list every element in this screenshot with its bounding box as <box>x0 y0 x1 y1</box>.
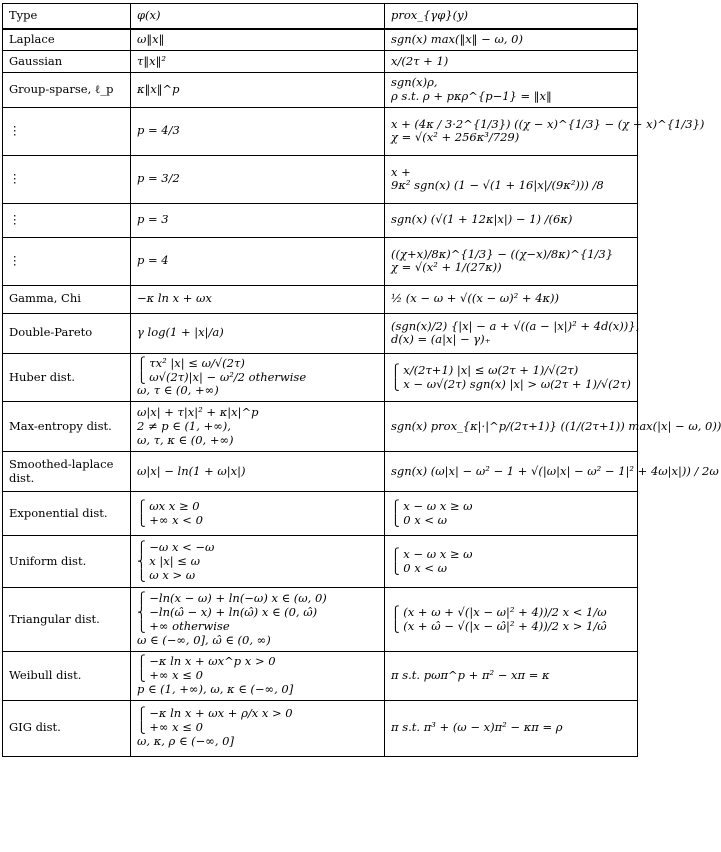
cell-phi <box>131 452 385 492</box>
table-row <box>3 700 638 756</box>
prox-line: π s.t. π³ + (ω − x)π² − κπ = ρ <box>391 720 563 735</box>
cell-type: Huber dist. <box>3 353 131 401</box>
phi-line: p ∈ (1, +∞), ω, κ ∈ (−∞, 0] <box>137 681 294 696</box>
cell-prox <box>385 536 638 588</box>
cell-phi <box>131 107 385 155</box>
header-phi: φ(x) <box>131 4 385 29</box>
phi-line: ⎩ +∞ x ≤ 0 <box>137 720 203 735</box>
cell-phi <box>131 588 385 652</box>
table-row <box>3 492 638 536</box>
phi-line: ω, τ, κ ∈ (0, +∞) <box>137 432 234 447</box>
phi-line: ω, κ, ρ ∈ (−∞, 0] <box>137 734 234 749</box>
cell-type: Triangular dist. <box>3 588 131 652</box>
phi-line: ω ∈ (−∞, 0], ω̂ ∈ (0, ∞) <box>137 632 271 647</box>
table-body <box>3 29 721 756</box>
cell-phi <box>131 237 385 285</box>
cell-prox <box>385 51 638 73</box>
cell-prox <box>385 155 638 203</box>
phi-line: κ‖x‖^p <box>137 82 180 97</box>
cell-type: ⋮ <box>3 203 131 237</box>
cell-type: Smoothed-laplace dist. <box>3 452 131 492</box>
header-prox: prox_{γφ}(y) <box>385 4 638 29</box>
phi-line: ⎧ τx² |x| ≤ ω/√(2τ) <box>137 355 245 370</box>
cell-type: ⋮ <box>3 107 131 155</box>
prox-line: ⎧ x/(2τ+1) |x| ≤ ω(2τ + 1)/√(2τ) <box>391 362 579 377</box>
phi-line: −κ ln x + ωx <box>137 291 212 306</box>
phi-line: ⎩ ω√(2τ)|x| − ω²/2 otherwise <box>137 369 307 384</box>
phi-line: ⎨ x |x| ≤ ω <box>137 553 200 568</box>
cell-phi <box>131 285 385 313</box>
prox-line: sgn(x)ρ, <box>391 75 438 90</box>
prox-line: ⎩ x − ω√(2τ) sgn(x) |x| > ω(2τ + 1)/√(2τ) <box>391 376 631 391</box>
phi-line: ⎧ −κ ln x + ωx^p x > 0 <box>137 654 276 669</box>
cell-type: Double-Pareto <box>3 313 131 353</box>
phi-line: p = 4/3 <box>137 123 180 138</box>
prox-line: sgn(x) max(‖x‖ − ω, 0) <box>391 32 523 47</box>
table-row <box>3 588 638 652</box>
prox-line: x + (4κ / 3·2^{1/3}) ((χ − x)^{1/3} − (χ + x)^{1/3}) <box>391 116 705 131</box>
cell-prox <box>385 29 638 51</box>
phi-line: ⎧ −κ ln x + ωx + ρ/x x > 0 <box>137 706 293 721</box>
cell-prox <box>385 73 638 108</box>
prox-line: π s.t. pωπ^p + π² − xπ = κ <box>391 668 550 683</box>
cell-phi <box>131 155 385 203</box>
cell-phi <box>131 203 385 237</box>
table-row <box>3 29 638 51</box>
phi-line: ⎧ ωx x ≥ 0 <box>137 498 200 513</box>
phi-line: 2 ≠ p ∈ (1, +∞), <box>137 418 231 433</box>
cell-type: Uniform dist. <box>3 536 131 588</box>
cell-type: ⋮ <box>3 237 131 285</box>
cell-type: Exponential dist. <box>3 492 131 536</box>
cell-type: Weibull dist. <box>3 652 131 700</box>
table-row <box>3 452 638 492</box>
prox-line: ⎩ (x + ω̂ − √(|x − ω̂|² + 4))/2 x > 1/ω̂ <box>391 618 607 633</box>
cell-phi <box>131 492 385 536</box>
cell-type: GIG dist. <box>3 700 131 756</box>
prox-line: sgn(x) (√(1 + 12κ|x|) − 1) /(6κ) <box>391 212 573 227</box>
prox-line: χ = √(x² + 256κ³/729) <box>391 130 520 145</box>
table-row <box>3 652 638 700</box>
prox-line: x/(2τ + 1) <box>391 53 449 68</box>
cell-type: Gamma, Chi <box>3 285 131 313</box>
prox-line: ⎧ x − ω x ≥ ω <box>391 546 473 561</box>
header-row <box>3 4 638 29</box>
cell-prox <box>385 353 638 401</box>
cell-type: ⋮ <box>3 155 131 203</box>
prox-line: sgn(x) (ω|x| − ω² − 1 + √(|ω|x| − ω² − 1|² + 4ω|x|)) / 2ω <box>391 463 719 478</box>
phi-line: ω‖x‖ <box>137 32 165 47</box>
phi-line: p = 3 <box>137 212 169 227</box>
phi-line: ⎩ +∞ x ≤ 0 <box>137 668 203 683</box>
phi-line: ω|x| − ln(1 + ω|x|) <box>137 463 246 478</box>
cell-prox <box>385 652 638 700</box>
cell-prox <box>385 588 638 652</box>
cell-prox <box>385 313 638 353</box>
prox-line: sgn(x) prox_{κ|·|^p/(2τ+1)} ((1/(2τ+1)) max(|x| − ω, 0)) <box>391 418 721 433</box>
phi-line: ω|x| + τ|x|² + κ|x|^p <box>137 405 259 420</box>
table-row <box>3 51 638 73</box>
prox-line: ⎧ x − ω x ≥ ω <box>391 498 473 513</box>
phi-line: ⎩ +∞ otherwise <box>137 618 230 633</box>
cell-phi <box>131 353 385 401</box>
phi-line: ⎧ −ω x < −ω <box>137 540 215 555</box>
prox-line: d(x) = (a|x| − γ)₊ <box>391 332 491 347</box>
cell-type: Max-entropy dist. <box>3 402 131 452</box>
prox-line: χ = √(x² + 1/(27κ)) <box>391 260 502 275</box>
table-row <box>3 353 638 401</box>
cell-type: Laplace <box>3 29 131 51</box>
table-row <box>3 237 638 285</box>
prox-line: ⎩ 0 x < ω <box>391 560 448 575</box>
cell-prox <box>385 107 705 155</box>
cell-phi <box>131 313 385 353</box>
phi-line: p = 4 <box>137 253 169 268</box>
phi-line: ⎩ ω x > ω <box>137 567 196 582</box>
table-row <box>3 73 638 108</box>
phi-line: γ log(1 + |x|/a) <box>137 325 224 340</box>
table-row <box>3 107 638 155</box>
cell-prox <box>385 452 719 492</box>
cell-prox <box>385 203 638 237</box>
cell-prox <box>385 237 638 285</box>
phi-line: ⎩ +∞ x < 0 <box>137 512 203 527</box>
prox-line: (sgn(x)/2) {|x| − a + √((a − |x|)² + 4d(x))}, <box>391 318 640 333</box>
prox-line: 9κ² sgn(x) (1 − √(1 + 16|x|/(9κ²))) /8 <box>391 178 604 193</box>
phi-line: p = 3/2 <box>137 171 180 186</box>
phi-line: ⎨ −ln(ω̂ − x) + ln(ω̂) x ∈ (0, ω̂) <box>137 604 318 619</box>
cell-phi <box>131 402 385 452</box>
cell-type: Gaussian <box>3 51 131 73</box>
phi-line: τ‖x‖² <box>137 53 166 68</box>
table-row <box>3 155 638 203</box>
prox-line: ((χ+x)/8κ)^{1/3} − ((χ−x)/8κ)^{1/3} <box>391 246 614 261</box>
table-row <box>3 203 638 237</box>
cell-phi <box>131 73 385 108</box>
prox-line: ⎧ (x + ω + √(|x − ω|² + 4))/2 x < 1/ω <box>391 604 607 619</box>
cell-phi <box>131 51 385 73</box>
table-row <box>3 313 638 353</box>
cell-prox <box>385 492 638 536</box>
cell-phi <box>131 536 385 588</box>
phi-line: ⎧ −ln(x − ω) + ln(−ω) x ∈ (ω, 0) <box>137 591 327 606</box>
prox-line: ⎩ 0 x < ω <box>391 512 448 527</box>
prox-line: ½ (x − ω + √((x − ω)² + 4κ)) <box>391 291 560 306</box>
cell-prox <box>385 700 638 756</box>
header-type: Type <box>3 4 131 29</box>
table-row <box>3 536 638 588</box>
cell-prox <box>385 285 638 313</box>
table-row <box>3 285 638 313</box>
cell-phi <box>131 29 385 51</box>
cell-phi <box>131 652 385 700</box>
prox-line: x + <box>391 164 411 179</box>
cell-prox <box>385 402 721 452</box>
prox-table <box>2 3 721 757</box>
prox-line: ρ s.t. ρ + pκρ^{p−1} = ‖x‖ <box>391 89 552 104</box>
cell-phi <box>131 700 385 756</box>
cell-type: Group-sparse, ℓ_p <box>3 73 131 108</box>
phi-line: ω, τ ∈ (0, +∞) <box>137 383 219 398</box>
table-row <box>3 402 638 452</box>
